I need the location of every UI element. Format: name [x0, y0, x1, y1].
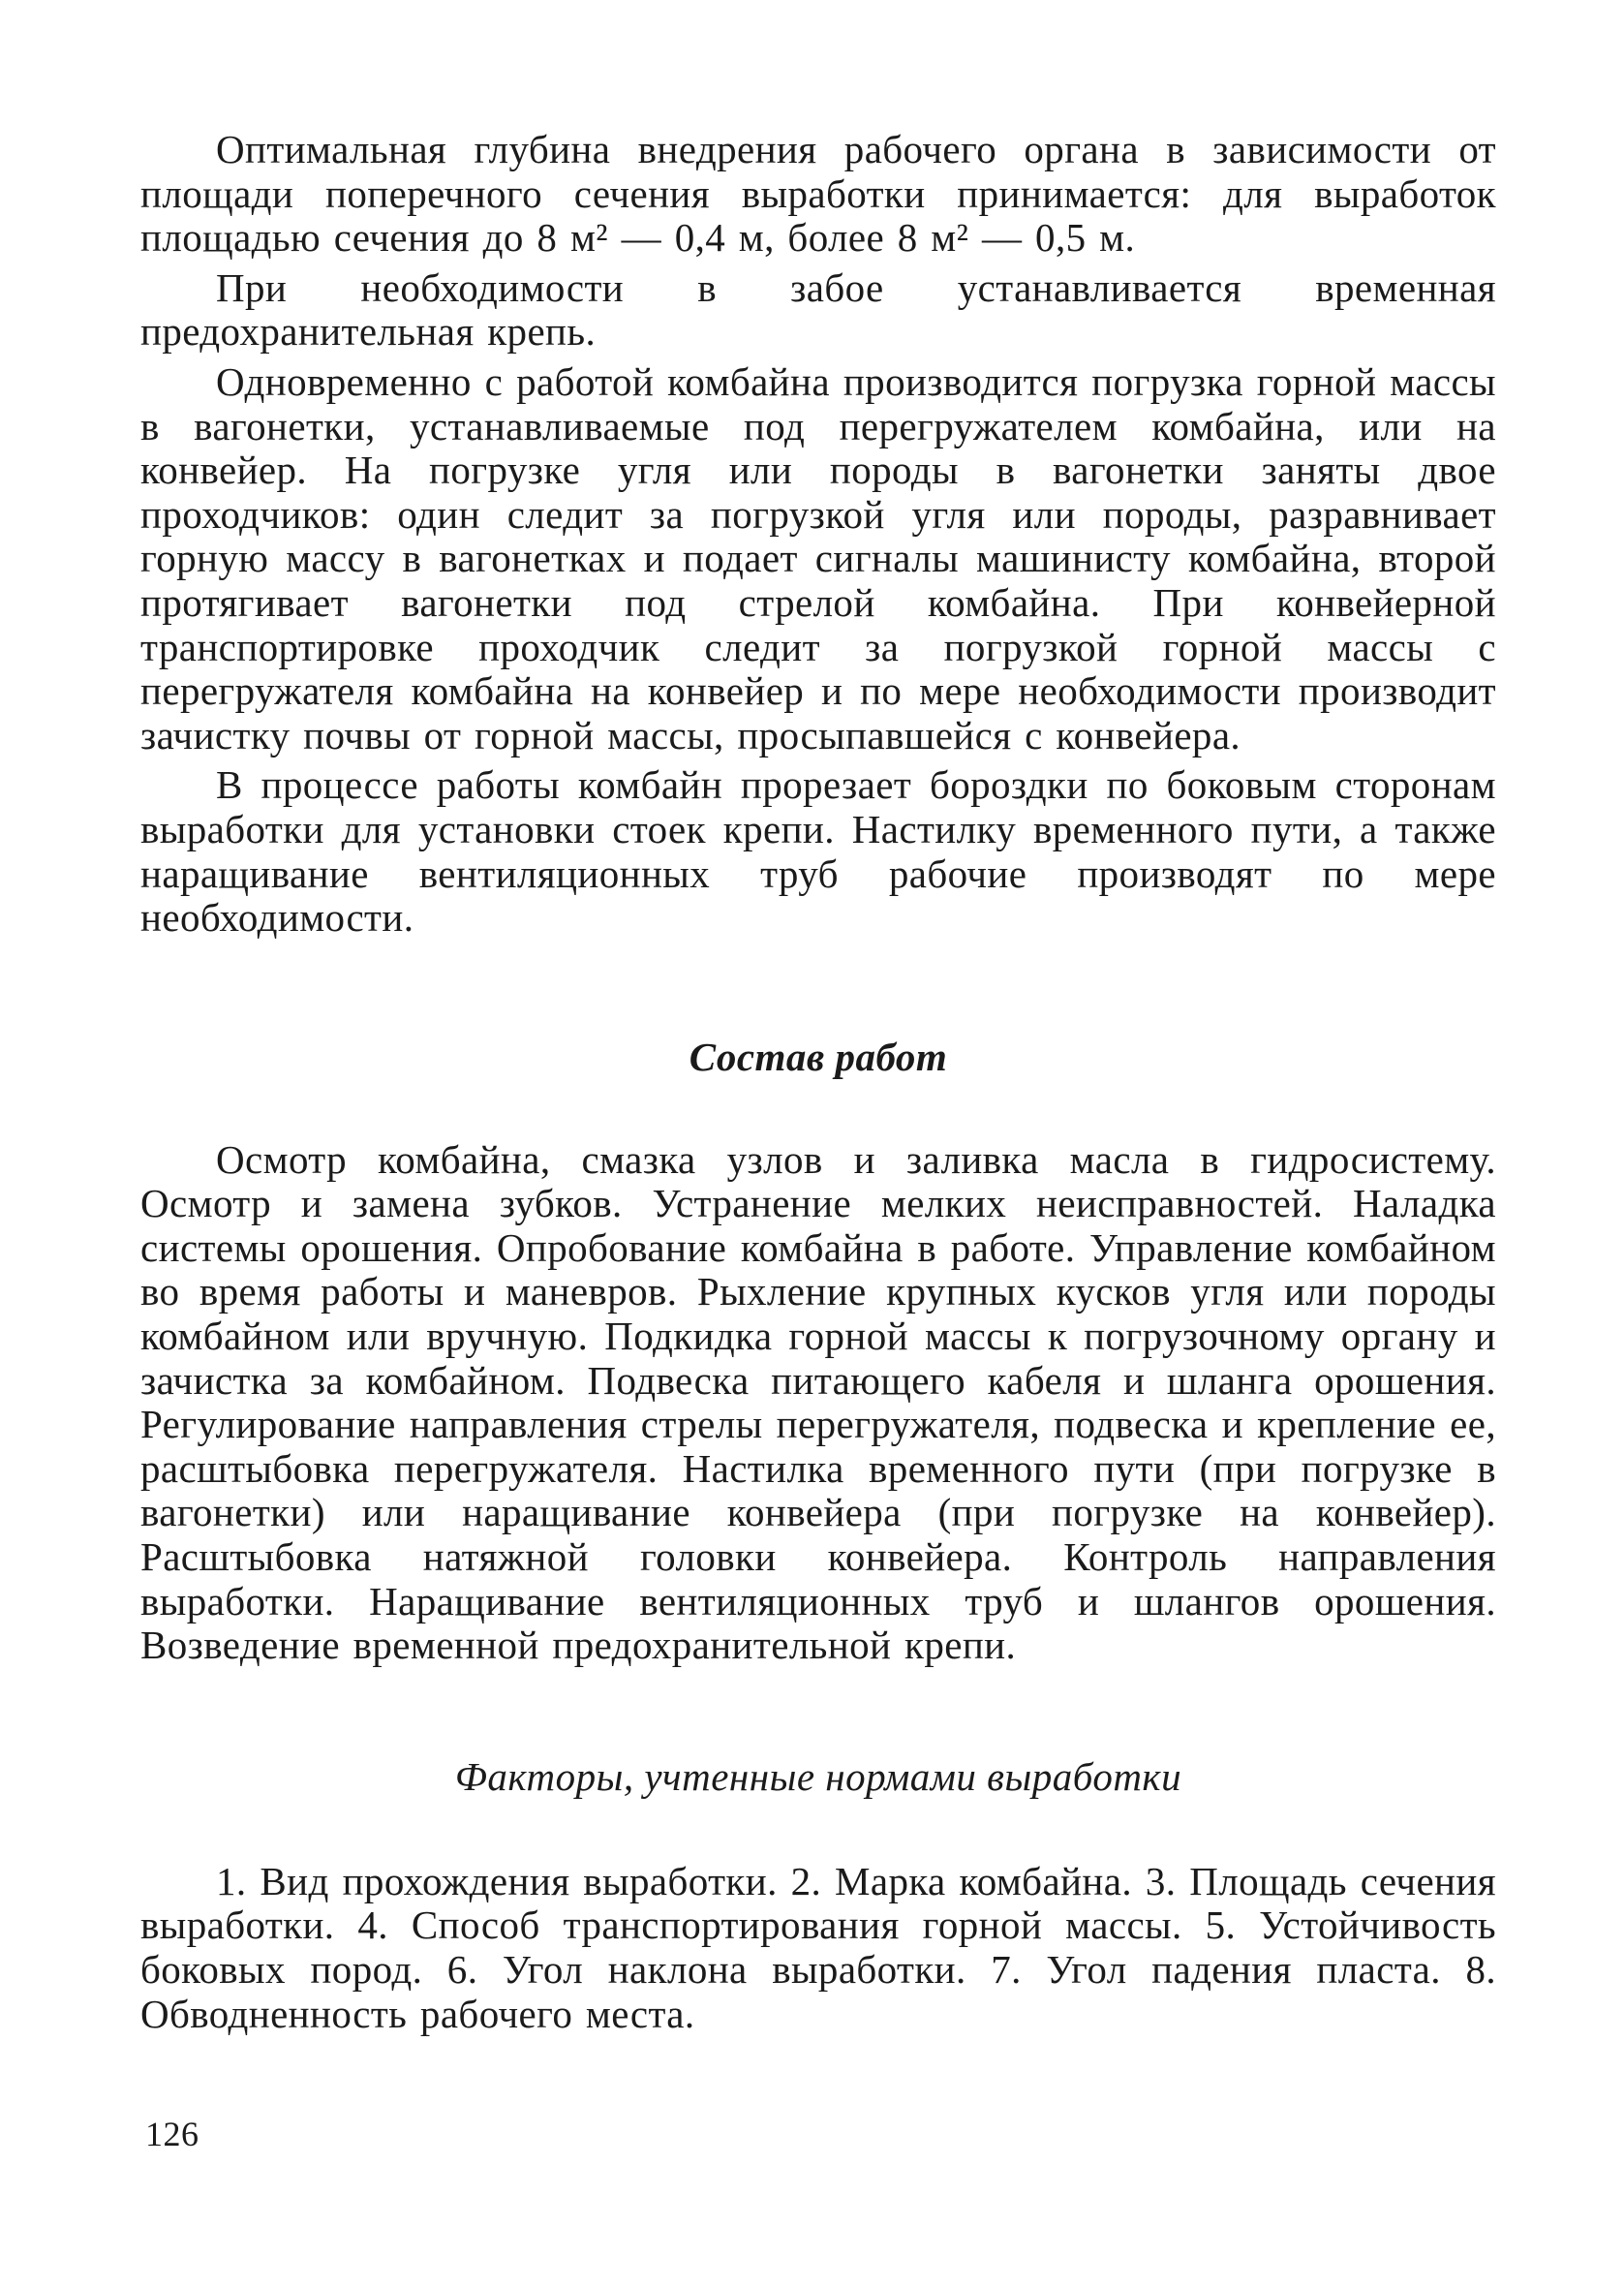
- section-heading-factors: Факторы, учтенные нормами выработки: [454, 1753, 1182, 1799]
- paragraph-grooves: В процессе работы комбайн прорезает бороздки по боковым сторонам выработки для установки стоек крепи. Настилку временного пути, а также наращивание вентиляционных труб рабочие производят по мере необходимости.: [140, 762, 1496, 941]
- section-heading-work: Состав работ: [689, 1034, 948, 1079]
- page-number: 126: [145, 2115, 199, 2153]
- paragraph-loading: Одновременно с работой комбайна производится погрузка горной массы в вагонетки, устанавливаемые под перегружателем комбайна, или на конвейер. На погрузке угля или породы в вагонетки заняты двое проходчиков: один следит за погрузкой угля или породы, разравнивает горную массу в вагонетках и подает сигналы машинисту комбайна, второй протягивает вагонетки под стрелой комбайна. При конвейерной транспортировке проходчик следит за погрузкой горной массы с перегружателя комбайна на конвейер и по мере необходимости производит зачистку почвы от горной массы, просыпавшейся с конвейера.: [140, 358, 1496, 758]
- paragraph-factors: 1. Вид прохождения выработки. 2. Марка комбайна. 3. Площадь сечения выработки. 4. Способ транспортирования горной массы. 5. Устойчивость боковых пород. 6. Угол наклона выработки. 7. Угол падения пласта. 8. Обводненность рабочего места.: [140, 1858, 1496, 2036]
- paragraph-support: При необходимости в забое устанавливается временная предохранительная крепь.: [140, 264, 1496, 355]
- paragraph-work-composition: Осмотр комбайна, смазка узлов и заливка масла в гидросистему. Осмотр и замена зубков. Устранение мелких неисправностей. Наладка системы орошения. Опробование комбайна в работе. Управление комбайном во время работы и маневров. Рыхление крупных кусков угля или породы комбайном или вручную. Подкидка горной массы к погрузочному органу и зачистка за комбайном. Подвеска питающего кабеля и шланга орошения. Регулирование направления стрелы перегружателя, подвеска и крепление ее, расштыбовка перегружателя. Настилка временного пути (при погрузке в вагонетки) или наращивание конвейера (при погрузке на конвейер). Расштыбовка натяжной головки конвейера. Контроль направления выработки. Наращивание вентиляционных труб и шлангов орошения. Возведение временной предохранительной крепи.: [140, 1136, 1496, 1668]
- paragraph-depth: Оптимальная глубина внедрения рабочего органа в зависимости от площади поперечного сечения выработки принимается: для выработок площадью сечения до 8 м² — 0,4 м, более 8 м² — 0,5 м.: [140, 127, 1496, 261]
- page-content: [140, 128, 1496, 2042]
